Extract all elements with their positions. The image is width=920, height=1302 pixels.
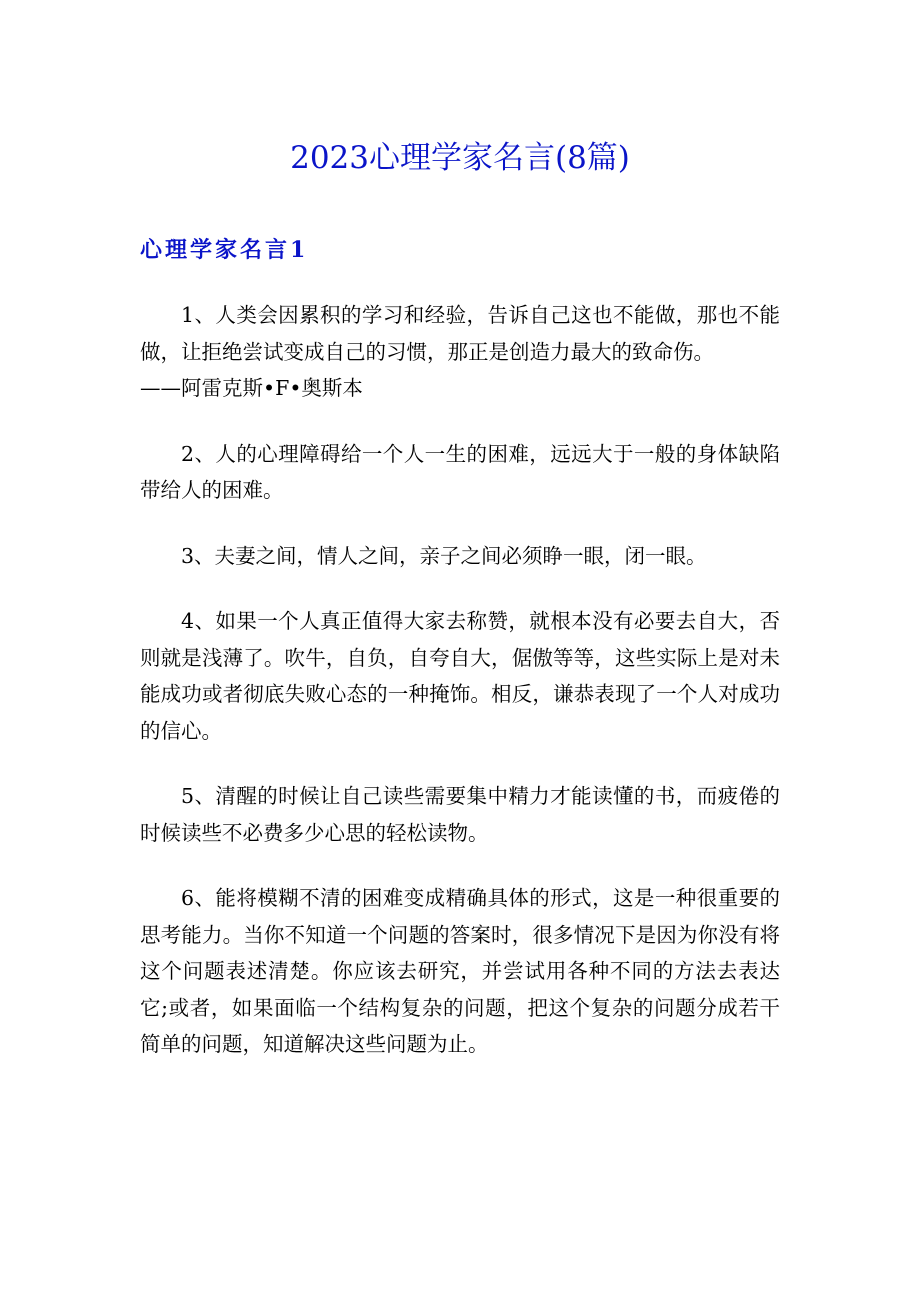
quote-paragraph-3 (140, 538, 780, 575)
quote-attribution-1: ——阿雷克斯•F•奥斯本 (140, 376, 363, 400)
quote-text-3: 3、夫妻之间，情人之间，亲子之间必须睁一眼，闭一眼。 (181, 543, 707, 568)
quote-text-1: 1、人类会因累积的学习和经验，告诉自己这也不能做，那也不能做，让拒绝尝试变成自己的习惯，那正是创造力最大的致命伤。 (140, 303, 780, 364)
quote-text-4: 4、如果一个人真正值得大家去称赞，就根本没有必要去自大，否则就是浅薄了。吹牛，自负，自夸自大，倨傲等等，这些实际上是对未能成功或者彻底失败心态的一种掩饰。相反，谦恭表现了一个人对成功的信心。 (140, 609, 780, 743)
quote-paragraph-5 (140, 778, 780, 851)
quote-text-5: 5、清醒的时候让自己读些需要集中精力才能读懂的书，而疲倦的时候读些不必费多少心思的轻松读物。 (140, 784, 780, 845)
quote-paragraph-4 (140, 603, 780, 749)
quote-paragraph-6 (140, 880, 780, 1063)
quote-paragraph-1 (140, 297, 780, 407)
quote-text-6: 6、能将模糊不清的困难变成精确具体的形式，这是一种很重要的思考能力。当你不知道一个问题的答案时，很多情况下是因为你没有将这个问题表述清楚。你应该去研究，并尝试用各种不同的方法去表达它;或者，如果面临一个结构复杂的问题，把这个复杂的问题分成若干简单的问题，知道解决这些问题为止。 (140, 886, 780, 1056)
quote-paragraph-2 (140, 436, 780, 509)
document-body (140, 297, 780, 1092)
document-title: 2023心理学家名言(8篇) (290, 140, 630, 176)
quote-text-2: 2、人的心理障碍给一个人一生的困难，远远大于一般的身体缺陷带给人的困难。 (140, 441, 780, 502)
section-heading: 心理学家名言1 (140, 237, 309, 263)
